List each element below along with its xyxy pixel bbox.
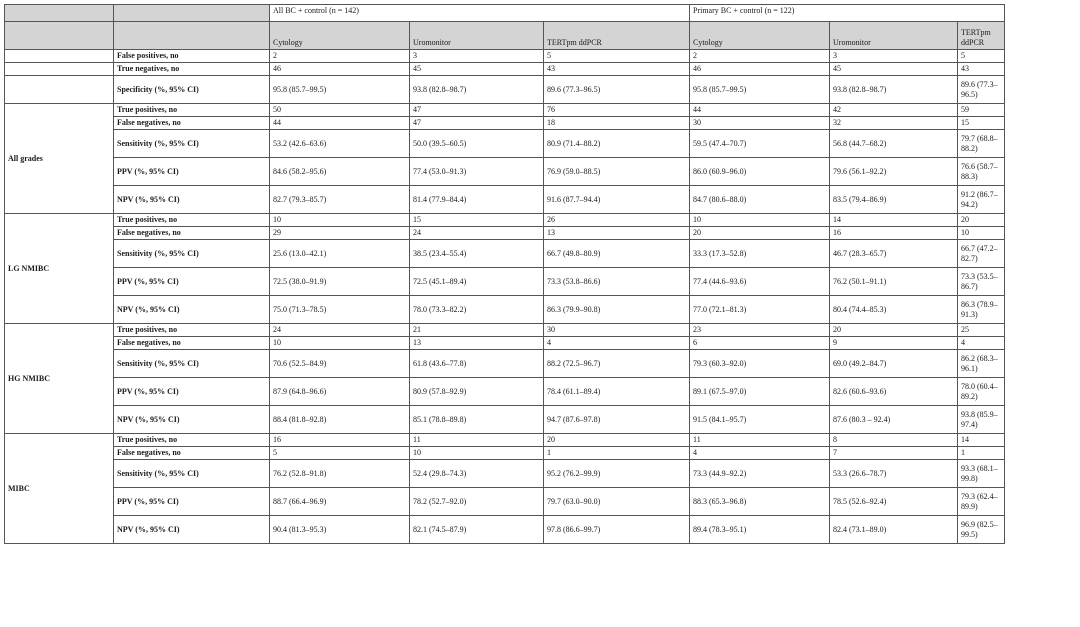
value-cell: 86.3 (78.9–91.3)	[958, 296, 1005, 324]
value-cell: 26	[544, 214, 690, 227]
col-header-tert: TERTpm ddPCR	[958, 22, 1005, 50]
metric-label: True positives, no	[114, 324, 270, 337]
value-cell: 1	[544, 447, 690, 460]
table-row	[5, 378, 1005, 406]
value-cell: 96.9 (82.5–99.5)	[958, 516, 1005, 544]
value-cell: 77.0 (72.1–81.3)	[690, 296, 830, 324]
table-row	[5, 186, 1005, 214]
value-cell: 78.5 (52.6–92.4)	[830, 488, 958, 516]
value-cell: 77.4 (53.0–91.3)	[410, 158, 544, 186]
value-cell: 52.4 (29.8–74.3)	[410, 460, 544, 488]
value-cell: 33.3 (17.3–52.8)	[690, 240, 830, 268]
value-cell: 79.6 (56.1–92.2)	[830, 158, 958, 186]
value-cell: 78.4 (61.1–89.4)	[544, 378, 690, 406]
value-cell: 78.2 (52.7–92.0)	[410, 488, 544, 516]
metric-label: False positives, no	[114, 50, 270, 63]
table-row	[5, 240, 1005, 268]
table-row	[5, 50, 1005, 63]
col-header-tert: TERTpm ddPCR	[544, 22, 690, 50]
value-cell: 89.4 (78.3–95.1)	[690, 516, 830, 544]
value-cell: 76	[544, 104, 690, 117]
table-row	[5, 214, 1005, 227]
value-cell: 42	[830, 104, 958, 117]
metric-label: True positives, no	[114, 434, 270, 447]
value-cell: 43	[958, 63, 1005, 76]
value-cell: 76.2 (50.1–91.1)	[830, 268, 958, 296]
value-cell: 82.6 (60.6–93.6)	[830, 378, 958, 406]
value-cell: 14	[958, 434, 1005, 447]
value-cell: 1	[958, 447, 1005, 460]
value-cell: 93.8 (85.9–97.4)	[958, 406, 1005, 434]
col-header-cytology: Cytology	[270, 22, 410, 50]
group-label: HG NMIBC	[5, 324, 114, 434]
group-header-primary-bc: Primary BC + control (n = 122)	[690, 5, 1005, 22]
table-row	[5, 104, 1005, 117]
value-cell: 89.6 (77.3–96.5)	[544, 76, 690, 104]
value-cell: 11	[410, 434, 544, 447]
metric-label: True negatives, no	[114, 63, 270, 76]
group-label: MIBC	[5, 434, 114, 544]
value-cell: 95.8 (85.7–99.5)	[690, 76, 830, 104]
value-cell: 46	[270, 63, 410, 76]
value-cell: 86.3 (79.9–90.8)	[544, 296, 690, 324]
value-cell: 84.6 (58.2–95.6)	[270, 158, 410, 186]
value-cell: 86.0 (60.9–96.0)	[690, 158, 830, 186]
metric-label: False negatives, no	[114, 227, 270, 240]
value-cell: 66.7 (49.8–80.9)	[544, 240, 690, 268]
table-container	[4, 4, 1005, 544]
value-cell: 25.6 (13.0–42.1)	[270, 240, 410, 268]
value-cell: 11	[690, 434, 830, 447]
corner-cell	[114, 5, 270, 22]
value-cell: 10	[690, 214, 830, 227]
value-cell: 82.1 (74.5–87.9)	[410, 516, 544, 544]
value-cell: 89.6 (77.3–96.5)	[958, 76, 1005, 104]
group-header-row	[5, 5, 1005, 22]
table-row	[5, 447, 1005, 460]
value-cell: 66.7 (47.2–82.7)	[958, 240, 1005, 268]
table-row	[5, 324, 1005, 337]
value-cell: 10	[270, 337, 410, 350]
value-cell: 23	[690, 324, 830, 337]
col-header-cytology: Cytology	[690, 22, 830, 50]
value-cell: 79.3 (60.3–92.0)	[690, 350, 830, 378]
metric-label: False negatives, no	[114, 337, 270, 350]
value-cell: 20	[830, 324, 958, 337]
value-cell: 13	[544, 227, 690, 240]
value-cell: 53.3 (26.6–78.7)	[830, 460, 958, 488]
value-cell: 53.2 (42.6–63.6)	[270, 130, 410, 158]
value-cell: 75.0 (71.3–78.5)	[270, 296, 410, 324]
value-cell: 30	[690, 117, 830, 130]
value-cell: 77.4 (44.6–93.6)	[690, 268, 830, 296]
value-cell: 24	[410, 227, 544, 240]
value-cell: 32	[830, 117, 958, 130]
value-cell: 88.4 (81.8–92.8)	[270, 406, 410, 434]
value-cell: 7	[830, 447, 958, 460]
metric-label: NPV (%, 95% CI)	[114, 516, 270, 544]
table-row	[5, 63, 1005, 76]
value-cell: 91.6 (87.7–94.4)	[544, 186, 690, 214]
value-cell: 82.4 (73.1–89.0)	[830, 516, 958, 544]
corner-cell	[114, 22, 270, 50]
col-header-uromonitor: Uromonitor	[830, 22, 958, 50]
value-cell: 83.5 (79.4–86.9)	[830, 186, 958, 214]
group-header-all-bc: All BC + control (n = 142)	[270, 5, 690, 22]
table-row	[5, 406, 1005, 434]
value-cell: 73.3 (44.9–92.2)	[690, 460, 830, 488]
value-cell: 76.2 (52.8–91.8)	[270, 460, 410, 488]
value-cell: 93.3 (68.1–99.8)	[958, 460, 1005, 488]
value-cell: 73.3 (53.8–86.6)	[544, 268, 690, 296]
value-cell: 38.5 (23.4–55.4)	[410, 240, 544, 268]
value-cell: 59	[958, 104, 1005, 117]
value-cell: 29	[270, 227, 410, 240]
value-cell: 87.6 (80.3 – 92.4)	[830, 406, 958, 434]
table-row	[5, 350, 1005, 378]
value-cell: 97.8 (86.6–99.7)	[544, 516, 690, 544]
value-cell: 56.8 (44.7–68.2)	[830, 130, 958, 158]
value-cell: 13	[410, 337, 544, 350]
value-cell: 4	[958, 337, 1005, 350]
value-cell: 18	[544, 117, 690, 130]
value-cell: 5	[544, 50, 690, 63]
value-cell: 78.0 (60.4–89.2)	[958, 378, 1005, 406]
metric-label: PPV (%, 95% CI)	[114, 268, 270, 296]
value-cell: 21	[410, 324, 544, 337]
value-cell: 4	[690, 447, 830, 460]
value-cell: 94.7 (87.6–97.8)	[544, 406, 690, 434]
metric-label: PPV (%, 95% CI)	[114, 378, 270, 406]
value-cell: 86.2 (68.3–96.1)	[958, 350, 1005, 378]
table-row	[5, 434, 1005, 447]
value-cell: 3	[830, 50, 958, 63]
metric-label: Specificity (%, 95% CI)	[114, 76, 270, 104]
metric-label: Sensitivity (%, 95% CI)	[114, 130, 270, 158]
value-cell: 93.8 (82.8–98.7)	[410, 76, 544, 104]
value-cell: 3	[410, 50, 544, 63]
value-cell: 50.0 (39.5–60.5)	[410, 130, 544, 158]
metric-label: True positives, no	[114, 214, 270, 227]
metric-label: NPV (%, 95% CI)	[114, 186, 270, 214]
diagnostic-performance-table	[4, 4, 1005, 544]
value-cell: 88.3 (65.3–96.8)	[690, 488, 830, 516]
metric-label: False negatives, no	[114, 447, 270, 460]
value-cell: 20	[544, 434, 690, 447]
value-cell: 61.8 (43.6–77.8)	[410, 350, 544, 378]
value-cell: 8	[830, 434, 958, 447]
table-row	[5, 488, 1005, 516]
value-cell: 10	[270, 214, 410, 227]
value-cell: 47	[410, 117, 544, 130]
value-cell: 9	[830, 337, 958, 350]
value-cell: 72.5 (38.0–91.9)	[270, 268, 410, 296]
table-row	[5, 337, 1005, 350]
value-cell: 45	[410, 63, 544, 76]
corner-cell	[5, 5, 114, 22]
value-cell: 87.9 (64.8–96.6)	[270, 378, 410, 406]
value-cell: 89.1 (67.5–97.0)	[690, 378, 830, 406]
value-cell: 95.8 (85.7–99.5)	[270, 76, 410, 104]
value-cell: 84.7 (80.6–88.0)	[690, 186, 830, 214]
value-cell: 82.7 (79.3–85.7)	[270, 186, 410, 214]
table-row	[5, 76, 1005, 104]
value-cell: 78.0 (73.3–82.2)	[410, 296, 544, 324]
value-cell: 95.2 (76.2–99.9)	[544, 460, 690, 488]
value-cell: 5	[958, 50, 1005, 63]
value-cell: 16	[270, 434, 410, 447]
value-cell: 24	[270, 324, 410, 337]
value-cell: 59.5 (47.4–70.7)	[690, 130, 830, 158]
table-row	[5, 516, 1005, 544]
table-row	[5, 227, 1005, 240]
metric-label: Sensitivity (%, 95% CI)	[114, 350, 270, 378]
value-cell: 91.2 (86.7–94.2)	[958, 186, 1005, 214]
value-cell: 10	[410, 447, 544, 460]
value-cell: 73.3 (53.5–86.7)	[958, 268, 1005, 296]
table-row	[5, 268, 1005, 296]
value-cell: 69.0 (49.2–84.7)	[830, 350, 958, 378]
value-cell: 93.8 (82.8–98.7)	[830, 76, 958, 104]
value-cell: 91.5 (84.1–95.7)	[690, 406, 830, 434]
value-cell: 15	[410, 214, 544, 227]
value-cell: 46	[690, 63, 830, 76]
value-cell: 2	[690, 50, 830, 63]
value-cell: 2	[270, 50, 410, 63]
metric-label: NPV (%, 95% CI)	[114, 406, 270, 434]
metric-label: Sensitivity (%, 95% CI)	[114, 240, 270, 268]
value-cell: 72.5 (45.1–89.4)	[410, 268, 544, 296]
value-cell: 79.7 (68.8–88.2)	[958, 130, 1005, 158]
group-cell-empty	[5, 76, 114, 104]
value-cell: 76.9 (59.0–88.5)	[544, 158, 690, 186]
value-cell: 45	[830, 63, 958, 76]
value-cell: 46.7 (28.3–65.7)	[830, 240, 958, 268]
metric-label: PPV (%, 95% CI)	[114, 158, 270, 186]
value-cell: 88.7 (66.4–96.9)	[270, 488, 410, 516]
value-cell: 50	[270, 104, 410, 117]
value-cell: 6	[690, 337, 830, 350]
group-label: LG NMIBC	[5, 214, 114, 324]
table-row	[5, 460, 1005, 488]
metric-label: PPV (%, 95% CI)	[114, 488, 270, 516]
metric-label: Sensitivity (%, 95% CI)	[114, 460, 270, 488]
value-cell: 44	[270, 117, 410, 130]
value-cell: 81.4 (77.9–84.4)	[410, 186, 544, 214]
table-row	[5, 296, 1005, 324]
value-cell: 5	[270, 447, 410, 460]
table-row	[5, 130, 1005, 158]
group-label: All grades	[5, 104, 114, 214]
value-cell: 10	[958, 227, 1005, 240]
value-cell: 30	[544, 324, 690, 337]
value-cell: 70.6 (52.5–84.9)	[270, 350, 410, 378]
table-row	[5, 158, 1005, 186]
value-cell: 20	[690, 227, 830, 240]
value-cell: 85.1 (78.8–89.8)	[410, 406, 544, 434]
metric-label: False negatives, no	[114, 117, 270, 130]
value-cell: 80.9 (71.4–88.2)	[544, 130, 690, 158]
value-cell: 79.7 (63.0–90.0)	[544, 488, 690, 516]
value-cell: 76.6 (58.7–88.3)	[958, 158, 1005, 186]
group-cell-empty	[5, 63, 114, 76]
value-cell: 20	[958, 214, 1005, 227]
group-cell-empty	[5, 50, 114, 63]
value-cell: 90.4 (81.3–95.3)	[270, 516, 410, 544]
value-cell: 79.3 (62.4–89.9)	[958, 488, 1005, 516]
value-cell: 88.2 (72.5–96.7)	[544, 350, 690, 378]
corner-cell	[5, 22, 114, 50]
metric-label: NPV (%, 95% CI)	[114, 296, 270, 324]
value-cell: 44	[690, 104, 830, 117]
value-cell: 16	[830, 227, 958, 240]
value-cell: 43	[544, 63, 690, 76]
value-cell: 47	[410, 104, 544, 117]
value-cell: 4	[544, 337, 690, 350]
metric-label: True positives, no	[114, 104, 270, 117]
table-row	[5, 117, 1005, 130]
value-cell: 80.4 (74.4–85.3)	[830, 296, 958, 324]
value-cell: 15	[958, 117, 1005, 130]
column-header-row	[5, 22, 1005, 50]
col-header-uromonitor: Uromonitor	[410, 22, 544, 50]
value-cell: 25	[958, 324, 1005, 337]
value-cell: 80.9 (57.8–92.9)	[410, 378, 544, 406]
value-cell: 14	[830, 214, 958, 227]
